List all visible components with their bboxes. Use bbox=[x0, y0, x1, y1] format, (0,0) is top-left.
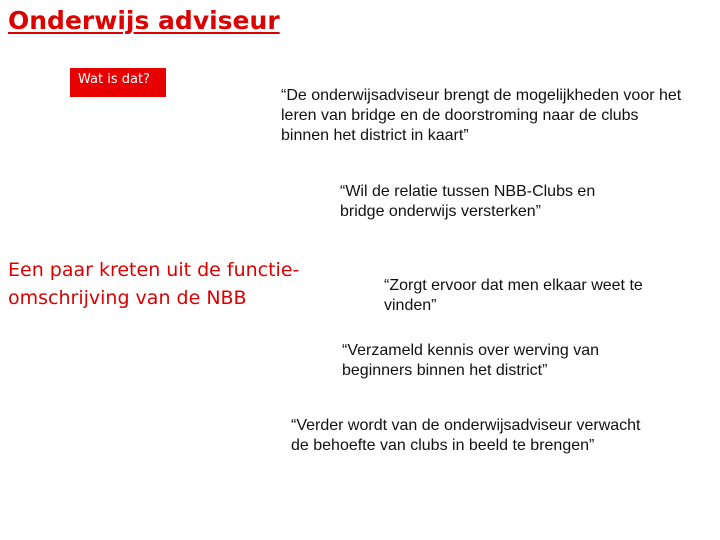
quote-relatie: “Wil de relatie tussen NBB-Clubs en bridge onderwijs versterken” bbox=[340, 183, 596, 220]
quote-behoefte: “Verder wordt van de onderwijsadviseur verwacht de behoefte van clubs in beeld te brengen” bbox=[291, 417, 641, 454]
quote-werving: “Verzameld kennis over werving van beginners binnen het district” bbox=[342, 342, 600, 379]
quote-mogelijkheden: “De onderwijsadviseur brengt de mogelijkheden voor het leren van bridge en de doorstroming naar de clubs binnen het district in kaart” bbox=[281, 87, 682, 144]
quote-elkaar-vinden: “Zorgt ervoor dat men elkaar weet te vinden” bbox=[384, 277, 643, 314]
what-is-it-badge: Wat is dat? bbox=[70, 68, 166, 97]
function-description-heading: Een paar kreten uit de functie-omschrijving van de NBB bbox=[8, 259, 300, 309]
slide-title: Onderwijs adviseur bbox=[8, 6, 280, 35]
